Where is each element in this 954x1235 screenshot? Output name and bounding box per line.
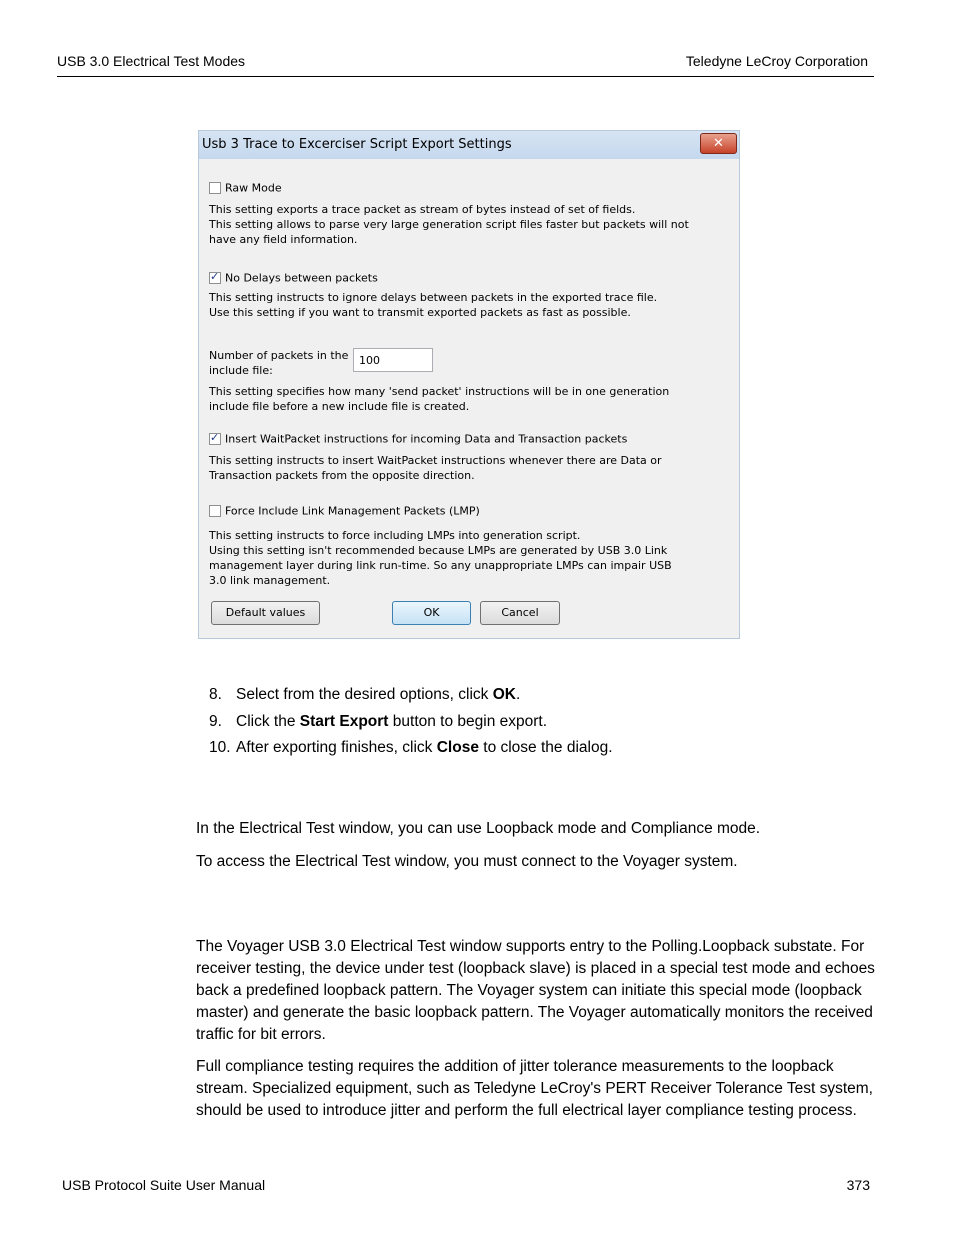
desc-line: 3.0 link management. [209,574,331,587]
cancel-button[interactable]: Cancel [480,601,560,625]
desc-line: This setting exports a trace packet as stream of bytes instead of set of fields. [209,203,636,216]
no-delays-checkbox[interactable] [209,272,221,284]
num-packets-label-line: Number of packets in the [209,349,349,362]
desc-line: This setting instructs to ignore delays between packets in the exported trace file. [209,291,658,304]
force-lmp-option[interactable] [209,504,480,518]
ok-button[interactable]: OK [392,601,471,625]
list-item [209,735,613,762]
step-text: button to begin export. [388,712,548,730]
desc-line: Using this setting isn't recommended because LMPs are generated by USB 3.0 Link [209,544,668,557]
force-lmp-label: Force Include Link Management Packets (LMP) [225,504,480,518]
desc-line: This setting instructs to force including LMPs into generation script. [209,529,581,542]
num-packets-description [209,384,689,414]
step-bold: Close [436,739,479,756]
num-packets-label [209,348,349,378]
raw-mode-option[interactable] [209,181,282,195]
dialog-title: Usb 3 Trace to Excerciser Script Export Settings [202,137,512,152]
close-button[interactable] [700,133,737,154]
no-delays-label: No Delays between packets [225,271,378,285]
insert-waitpacket-option[interactable] [209,432,627,446]
raw-mode-description [209,202,689,247]
desc-line: This setting allows to parse very large generation script files faster but packets will not [209,218,689,231]
step-text: After exporting finishes, click [236,739,437,756]
desc-line: management layer during link run-time. So any unappropriate LMPs can impair USB [209,559,672,572]
export-settings-dialog [198,130,740,639]
desc-line: include file before a new include file is created. [209,400,470,413]
paragraph: Full compliance testing requires the addition of jitter tolerance measurements to the loopback stream. Specialized equipment, such as Teledyne LeCroy's PERT Receiver Tolerance Test system, should be used to introduce jitter and perform the full electrical layer compliance testing process. [196,1058,873,1119]
dialog-body [199,159,739,638]
dialog-titlebar[interactable] [199,131,739,159]
step-number: 8. [209,686,222,703]
step-bold: Start Export [299,712,389,730]
num-packets-label-line: include file: [209,364,273,377]
paragraph: In the Electrical Test window, you can use Loopback mode and Compliance mode. [196,820,761,837]
force-lmp-description [209,528,689,588]
desc-line: Transaction packets from the opposite direction. [209,469,475,482]
header-right: Teledyne LeCroy Corporation [685,53,868,69]
step-text: Select from the desired options, click [236,686,493,703]
raw-mode-checkbox[interactable] [209,182,221,194]
step-text: . [515,686,521,703]
step-bold: OK [492,686,516,703]
paragraph: The Voyager USB 3.0 Electrical Test window supports entry to the Polling.Loopback substate. For receiver testing, the device under test (loopback slave) is placed in a special test mode and echoes back a predefined loopback pattern. The Voyager system can initiate this special mode (loopback master) and generate the basic loopback pattern. The Voyager automatically monitors the received traffic for bit errors. [196,938,875,1043]
paragraph: To access the Electrical Test window, you must connect to the Voyager system. [196,853,738,870]
desc-line: This setting instructs to insert WaitPacket instructions whenever there are Data or [209,454,662,467]
step-text: to close the dialog. [478,739,613,756]
header-left: USB 3.0 Electrical Test Modes [57,53,246,69]
no-delays-description [209,290,689,320]
default-values-button[interactable]: Default values [211,601,320,625]
step-text: Click the [236,712,300,730]
desc-line: have any field information. [209,233,358,246]
insert-waitpacket-checkbox[interactable] [209,433,221,445]
list-item [209,709,613,736]
desc-line: This setting specifies how many 'send packet' instructions will be in one generation [209,385,670,398]
steps-list [209,682,613,762]
force-lmp-checkbox[interactable] [209,505,221,517]
footer-left: USB Protocol Suite User Manual [62,1177,266,1193]
step-number: 9. [209,712,222,730]
insert-waitpacket-label: Insert WaitPacket instructions for incoming Data and Transaction packets [225,432,628,446]
raw-mode-label: Raw Mode [225,181,282,195]
insert-waitpacket-description [209,453,689,483]
list-item [209,682,613,709]
close-icon: ✕ [713,136,724,151]
num-packets-input[interactable] [353,348,433,372]
desc-line: Use this setting if you want to transmit exported packets as fast as possible. [209,306,631,319]
header-rule [57,76,874,77]
no-delays-option[interactable] [209,271,378,285]
step-number: 10. [209,739,231,756]
page-number: 373 [846,1177,870,1193]
